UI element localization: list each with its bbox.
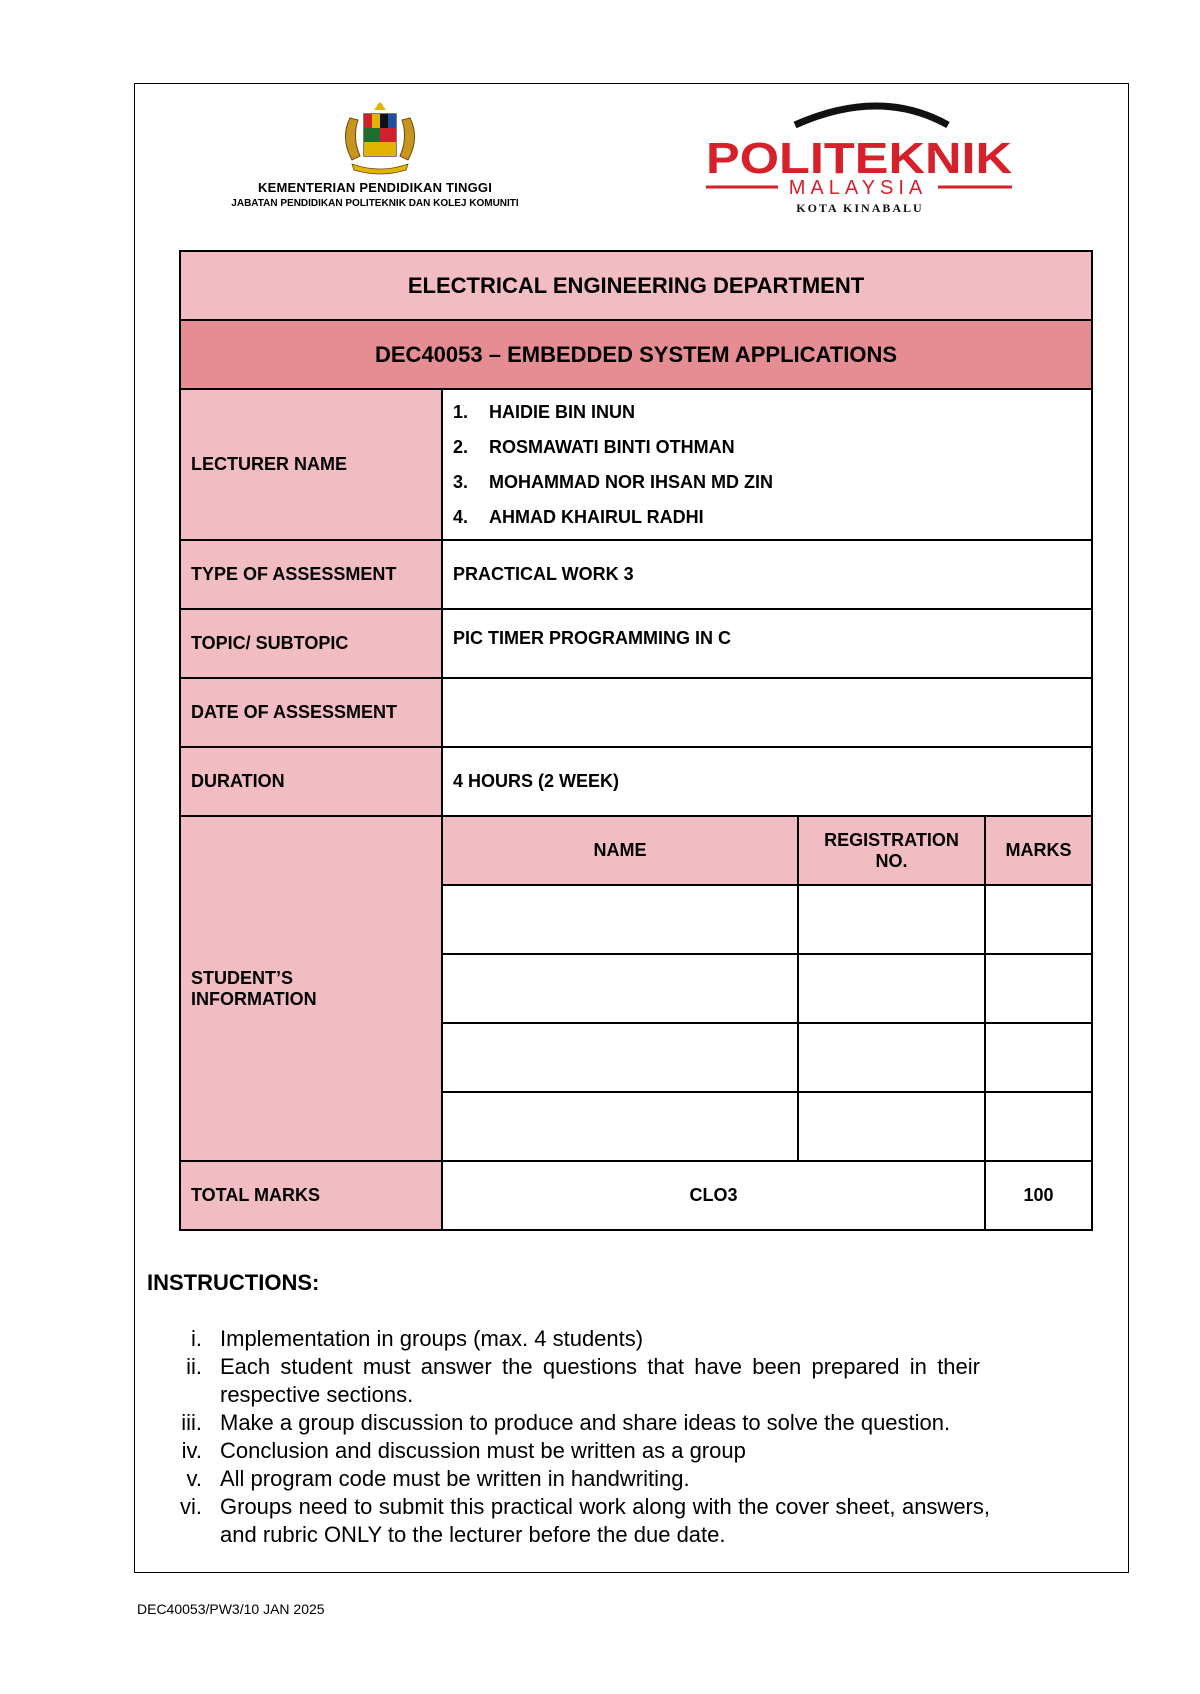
poli-logo-sub: MALAYSIA bbox=[788, 177, 928, 199]
ministry-block bbox=[170, 180, 580, 209]
type-value: PRACTICAL WORK 3 bbox=[442, 540, 1092, 609]
department-title: ELECTRICAL ENGINEERING DEPARTMENT bbox=[180, 251, 1092, 320]
topic-value: PIC TIMER PROGRAMMING IN C bbox=[442, 609, 1092, 678]
student-name-cell[interactable] bbox=[442, 1023, 798, 1092]
col-reg-header: REGISTRATION NO. bbox=[798, 816, 985, 885]
lecturer-list-cell bbox=[442, 389, 1092, 540]
total-clo: CLO3 bbox=[442, 1161, 985, 1230]
lecturer-label: LECTURER NAME bbox=[180, 389, 442, 540]
instruction-item: ii. Each student must answer the questions that have been prepared in their respective sections. bbox=[186, 1354, 980, 1407]
total-marks-label: TOTAL MARKS bbox=[180, 1161, 442, 1230]
lecturer-item: 1. HAIDIE BIN INUN bbox=[453, 401, 636, 422]
date-value[interactable] bbox=[442, 678, 1092, 747]
total-marks-value: 100 bbox=[985, 1161, 1092, 1230]
department-name: JABATAN PENDIDIKAN POLITEKNIK DAN KOLEJ KOMUNITI bbox=[231, 198, 519, 209]
student-reg-cell[interactable] bbox=[798, 885, 985, 954]
lecturer-item: 4. AHMAD KHAIRUL RADHI bbox=[453, 506, 704, 527]
student-reg-cell[interactable] bbox=[798, 954, 985, 1023]
instruction-item: v. All program code must be written in handwriting. bbox=[186, 1466, 690, 1491]
instruction-item: i. Implementation in groups (max. 4 students) bbox=[191, 1326, 644, 1351]
col-marks-header: MARKS bbox=[985, 816, 1092, 885]
col-name-header: NAME bbox=[442, 816, 798, 885]
lecturer-item: 2. ROSMAWATI BINTI OTHMAN bbox=[453, 436, 735, 457]
duration-value: 4 HOURS (2 WEEK) bbox=[442, 747, 1092, 816]
poli-logo-campus: KOTA KINABALU bbox=[796, 201, 924, 215]
date-label: DATE OF ASSESSMENT bbox=[180, 678, 442, 747]
lecturer-list bbox=[453, 395, 1081, 535]
document-footer-code: DEC40053/PW3/10 JAN 2025 bbox=[137, 1601, 325, 1617]
poli-logo-text: POLITEKNIK bbox=[706, 134, 1013, 183]
duration-label: DURATION bbox=[180, 747, 442, 816]
student-name-cell[interactable] bbox=[442, 885, 798, 954]
student-reg-cell[interactable] bbox=[798, 1023, 985, 1092]
instructions-list bbox=[150, 1325, 1100, 1549]
type-label: TYPE OF ASSESSMENT bbox=[180, 540, 442, 609]
course-title: DEC40053 – EMBEDDED SYSTEM APPLICATIONS bbox=[180, 320, 1092, 389]
assessment-cover-table bbox=[179, 250, 1093, 1231]
instruction-item: iii. Make a group discussion to produce and share ideas to solve the question. bbox=[181, 1410, 951, 1435]
student-marks-cell[interactable] bbox=[985, 1023, 1092, 1092]
student-name-cell[interactable] bbox=[442, 1092, 798, 1161]
student-reg-cell[interactable] bbox=[798, 1092, 985, 1161]
student-info-label: STUDENT’S INFORMATION bbox=[180, 816, 442, 1161]
ministry-name: KEMENTERIAN PENDIDIKAN TINGGI bbox=[257, 180, 493, 195]
instruction-item: iv. Conclusion and discussion must be written as a group bbox=[181, 1438, 746, 1463]
topic-label: TOPIC/ SUBTOPIC bbox=[180, 609, 442, 678]
politeknik-logo bbox=[700, 95, 1020, 215]
student-marks-cell[interactable] bbox=[985, 1092, 1092, 1161]
student-name-cell[interactable] bbox=[442, 954, 798, 1023]
coat-of-arms-logo bbox=[330, 98, 430, 178]
student-marks-cell[interactable] bbox=[985, 885, 1092, 954]
student-marks-cell[interactable] bbox=[985, 954, 1092, 1023]
lecturer-item: 3. MOHAMMAD NOR IHSAN MD ZIN bbox=[453, 471, 773, 492]
instruction-item: vi. Groups need to submit this practical work along with the cover sheet, answers, and rubric ONLY to the lecturer before the due date. bbox=[180, 1494, 990, 1547]
instructions-heading: INSTRUCTIONS: bbox=[147, 1270, 320, 1295]
